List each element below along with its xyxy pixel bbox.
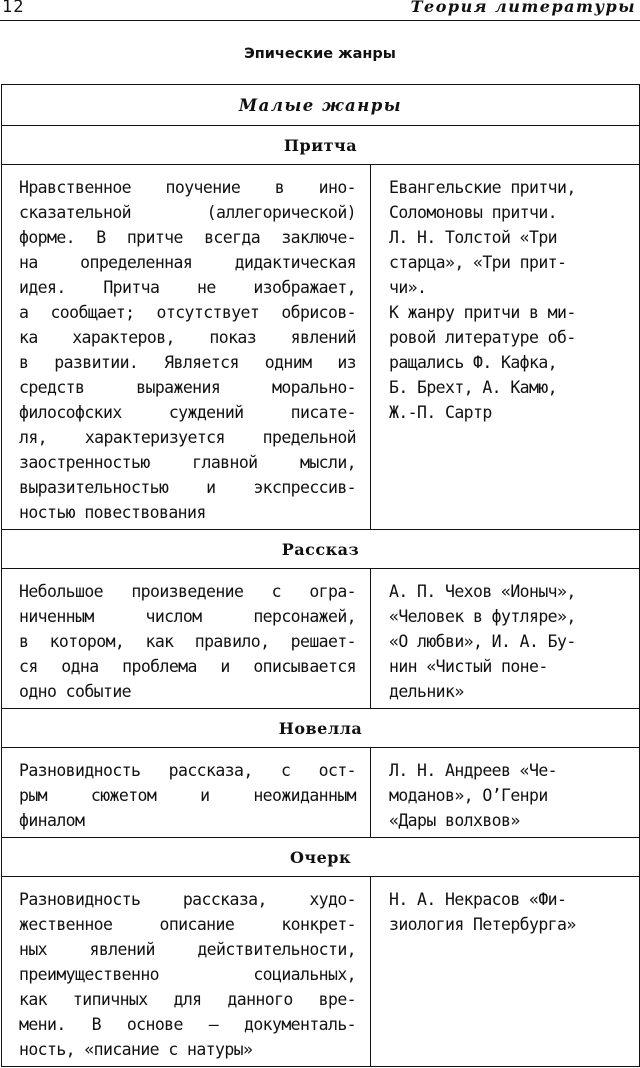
genre-name: Новелла: [2, 709, 640, 748]
genre-body-row: [2, 569, 640, 709]
genre-header-row: [2, 530, 640, 569]
description-line: ся одна проблема и описывается: [19, 657, 356, 676]
example-line: ровой литературе об-: [389, 328, 576, 347]
description-line: преимущественно социальных,: [19, 965, 356, 984]
example-line: «О любви», И. А. Бу-: [389, 632, 576, 651]
description-line: ность, «писание с натуры»: [19, 1040, 253, 1059]
example-line: «Дары волхвов»: [389, 811, 520, 830]
example-line: дельник»: [389, 682, 464, 701]
genre-body-row: [2, 165, 640, 530]
genre-description: [2, 877, 371, 1067]
description-line: форме. В притче всегда заключе-: [19, 228, 356, 247]
genre-description: [2, 569, 371, 709]
genre-examples: [371, 165, 640, 530]
description-line: в котором, как правило, решает-: [19, 632, 356, 651]
description-line: сказательной (аллегорической): [19, 203, 356, 222]
example-line: Л. Н. Андреев «Че-: [389, 761, 558, 780]
description-line: выразительностью и экспрессив-: [19, 478, 356, 497]
genre-header-row: [2, 709, 640, 748]
example-line: «Человек в футляре»,: [389, 607, 576, 626]
example-line: Н. А. Некрасов «Фи-: [389, 890, 567, 909]
description-line: одно событие: [19, 682, 132, 701]
description-line: финалом: [19, 811, 85, 830]
genres-table: [1, 84, 640, 1067]
genre-description: [2, 748, 371, 838]
description-line: средств выражения морально-: [19, 378, 356, 397]
running-title: Теория литературы: [410, 0, 636, 16]
example-line: Ж.-П. Сартр: [389, 403, 492, 422]
description-line: ля, характеризуется предельной: [19, 428, 356, 447]
description-line: Нравственное поучение в ино-: [19, 178, 356, 197]
genre-examples: [371, 569, 640, 709]
description-line: Разновидность рассказа, худо-: [19, 890, 356, 909]
example-line: Л. Н. Толстой «Три: [389, 228, 558, 247]
description-line: как типичных для данного вре-: [19, 990, 356, 1009]
genre-examples: [371, 877, 640, 1067]
group-header-row: [2, 85, 640, 126]
description-line: а сообщает; отсутствует обрисов-: [19, 303, 356, 322]
example-line: нин «Чистый поне-: [389, 657, 548, 676]
genre-body-row: [2, 877, 640, 1067]
description-line: ниченным числом персонажей,: [19, 607, 356, 626]
example-line: моданов», О’Генри: [389, 786, 548, 805]
section-title: Эпические жанры: [244, 46, 396, 62]
description-line: идея. Притча не изображает,: [19, 278, 356, 297]
description-line: на определенная дидактическая: [19, 253, 356, 272]
page-header: [0, 0, 640, 21]
example-line: старца», «Три прит-: [389, 253, 567, 272]
description-line: ностью повествования: [19, 503, 206, 522]
genre-description: [2, 165, 371, 530]
example-line: Соломоновы притчи.: [389, 203, 558, 222]
example-line: К жанру притчи в ми-: [389, 303, 576, 322]
genre-name: Притча: [2, 126, 640, 165]
genre-header-row: [2, 838, 640, 877]
page-number: 12: [2, 0, 25, 17]
description-line: Разновидность рассказа, с ост-: [19, 761, 356, 780]
description-line: жественное описание конкрет-: [19, 915, 356, 934]
description-line: заостренностью главной мысли,: [19, 453, 356, 472]
example-line: Б. Брехт, А. Камю,: [389, 378, 558, 397]
example-line: зиология Петербурга»: [389, 915, 576, 934]
description-line: рым сюжетом и неожиданным: [19, 786, 356, 805]
example-line: ращались Ф. Кафка,: [389, 353, 558, 372]
genre-body-row: [2, 748, 640, 838]
example-line: чи».: [389, 278, 427, 297]
example-line: Евангельские притчи,: [389, 178, 576, 197]
genre-name: Рассказ: [2, 530, 640, 569]
description-line: философских суждений писате-: [19, 403, 356, 422]
example-line: А. П. Чехов «Ионыч»,: [389, 582, 576, 601]
description-line: мени. В основе — документаль-: [19, 1015, 356, 1034]
genre-header-row: [2, 126, 640, 165]
genre-examples: [371, 748, 640, 838]
description-line: ных явлений действительности,: [19, 940, 356, 959]
description-line: ка характеров, показ явлений: [19, 328, 356, 347]
group-title: Малые жанры: [2, 85, 640, 126]
description-line: Небольшое произведение с огра-: [19, 582, 356, 601]
genre-name: Очерк: [2, 838, 640, 877]
description-line: в развитии. Является одним из: [19, 353, 356, 372]
